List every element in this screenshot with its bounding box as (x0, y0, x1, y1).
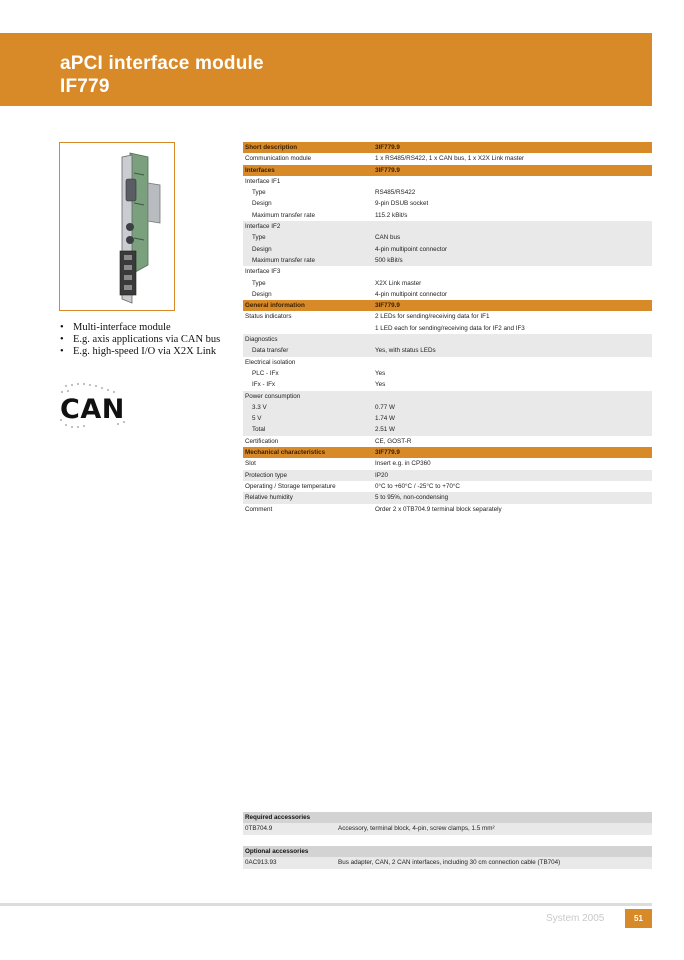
spec-label: 5 V (252, 415, 262, 423)
spec-row (243, 368, 652, 379)
spec-section-header (243, 300, 652, 311)
spec-section-header (243, 142, 652, 153)
spec-row (243, 153, 652, 164)
page-title: aPCI interface module (60, 53, 264, 74)
spec-row (243, 210, 652, 221)
spec-value (373, 357, 652, 368)
footer-divider (0, 903, 652, 906)
spec-value: 115.2 kBit/s (375, 211, 408, 219)
spec-value: Yes (375, 369, 386, 377)
page-header (0, 33, 652, 106)
spec-row (243, 176, 652, 187)
spec-label: General information (245, 302, 305, 310)
accessory-description: Accessory, terminal block, 4-pin, screw clamps, 1.5 mm² (338, 825, 495, 833)
spec-row (243, 357, 652, 368)
feature-item: • E.g. axis applications via CAN bus (59, 334, 220, 346)
spec-label: Diagnostics (245, 336, 278, 344)
spec-label: IFx - IFx (252, 381, 276, 389)
spec-row (243, 255, 652, 266)
section-title: Required accessories (245, 814, 311, 821)
optional-accessories-header (243, 846, 652, 857)
spec-value: Insert e.g. in CP360 (375, 460, 431, 468)
spec-row (243, 345, 652, 356)
accessory-row (243, 857, 652, 868)
spec-label: Maximum transfer rate (252, 211, 315, 219)
spec-label: Type (252, 189, 266, 197)
spec-value: 5 to 95%, non-condensing (375, 494, 449, 502)
spec-label: Power consumption (245, 392, 301, 400)
spec-value: RS485/RS422 (375, 189, 416, 197)
can-logo (58, 380, 130, 430)
spec-label: Type (252, 279, 266, 287)
footer-label: System 2005 (546, 913, 605, 924)
spec-value: 2.51 W (375, 426, 395, 434)
spec-value: IP20 (375, 471, 388, 479)
spec-row (243, 379, 652, 390)
spec-value: 3IF779.9 (375, 449, 400, 457)
spec-row (243, 470, 652, 481)
spec-row (243, 492, 652, 503)
spec-label: Total (252, 426, 266, 434)
spec-row (243, 311, 652, 322)
spec-label: Communication module (245, 155, 312, 163)
spec-row (243, 266, 652, 277)
spec-row (243, 198, 652, 209)
spec-row (243, 278, 652, 289)
spec-label: Data transfer (252, 347, 289, 355)
spec-value: 1 x RS485/RS422, 1 x CAN bus, 1 x X2X Link master (375, 155, 525, 163)
spec-row (243, 436, 652, 447)
spec-label: Status indicators (245, 313, 292, 321)
spec-row (243, 221, 652, 232)
spec-label: Design (252, 290, 272, 298)
section-title: Optional accessories (245, 848, 309, 855)
spec-value (373, 221, 652, 232)
spec-label: Design (252, 200, 272, 208)
spec-value: 9-pin DSUB socket (375, 200, 429, 208)
page-number: 51 (625, 909, 652, 928)
spec-value: 0°C to +60°C / -25°C to +70°C (375, 482, 460, 490)
spec-row (243, 413, 652, 424)
spec-row (243, 334, 652, 345)
spec-row (243, 244, 652, 255)
accessory-row (243, 823, 652, 834)
spec-value: 2 LEDs for sending/receiving data for IF1 (375, 313, 490, 321)
spec-value (373, 176, 652, 187)
spec-value: Order 2 x 0TB704.9 terminal block separately (375, 505, 502, 513)
spec-value: 4-pin multipoint connector (375, 290, 448, 298)
accessory-description: Bus adapter, CAN, 2 CAN interfaces, including 30 cm connection cable (TB704) (338, 859, 561, 867)
spec-value (373, 266, 652, 277)
spec-value: CE, GOST-R (375, 437, 412, 445)
spec-label: Slot (245, 460, 256, 468)
spec-value: 1.74 W (375, 415, 395, 423)
spec-row (243, 424, 652, 435)
spec-label: Interfaces (245, 166, 275, 174)
spec-label: Short description (245, 144, 298, 151)
optional-accessories (243, 846, 652, 869)
feature-list (59, 322, 220, 358)
module-illustration (60, 143, 174, 310)
spec-label: Protection type (245, 471, 288, 479)
spec-value: Yes (375, 381, 386, 389)
spec-label: Certification (245, 437, 279, 445)
spec-value: Yes, with status LEDs (375, 347, 436, 355)
accessory-code: 0TB704.9 (245, 825, 273, 833)
spec-value: 500 kBit/s (375, 256, 403, 264)
spec-value (373, 391, 652, 402)
spec-label: Design (252, 245, 272, 253)
spec-row (243, 391, 652, 402)
spec-label: Maximum transfer rate (252, 256, 315, 264)
feature-item: • E.g. high-speed I/O via X2X Link (59, 346, 220, 358)
spec-row (243, 289, 652, 300)
spec-value: X2X Link master (375, 279, 422, 287)
spec-label (243, 323, 373, 334)
spec-row (243, 232, 652, 243)
spec-label: Relative humidity (245, 494, 293, 502)
spec-value: 0.77 W (375, 403, 395, 411)
spec-label: 3.3 V (252, 403, 267, 411)
spec-value: 4-pin multipoint connector (375, 245, 448, 253)
spec-section-header (243, 165, 652, 176)
spec-label: Interface IF2 (245, 223, 281, 231)
spec-label: Type (252, 234, 266, 242)
required-accessories-header (243, 812, 652, 823)
spec-row (243, 458, 652, 469)
spec-label: Operating / Storage temperature (245, 482, 336, 490)
page-subtitle: IF779 (60, 76, 110, 97)
spec-label: PLC - IFx (252, 369, 279, 377)
spec-label: Electrical isolation (245, 358, 296, 366)
spec-label: Comment (245, 505, 273, 513)
spec-value: 3IF779.9 (375, 144, 400, 151)
spec-label: Interface IF3 (245, 268, 281, 276)
spec-value (373, 334, 652, 345)
spec-table (243, 142, 652, 515)
spec-row (243, 323, 652, 334)
spec-value: 3IF779.9 (375, 302, 400, 310)
spec-value: CAN bus (375, 234, 401, 242)
accessory-code: 0AC913.93 (245, 859, 277, 867)
feature-item: • Multi-interface module (59, 322, 220, 334)
spec-row (243, 504, 652, 515)
spec-value: 1 LED each for sending/receiving data for IF2 and IF3 (375, 324, 525, 332)
spec-row (243, 402, 652, 413)
spec-label: Mechanical characteristics (245, 449, 326, 457)
spec-row (243, 187, 652, 198)
spec-section-header (243, 447, 652, 458)
can-logo-text: CAN (60, 394, 125, 425)
required-accessories (243, 812, 652, 835)
product-photo (59, 142, 175, 311)
spec-label: Interface IF1 (245, 177, 281, 185)
spec-value: 3IF779.9 (375, 166, 400, 174)
spec-row (243, 481, 652, 492)
